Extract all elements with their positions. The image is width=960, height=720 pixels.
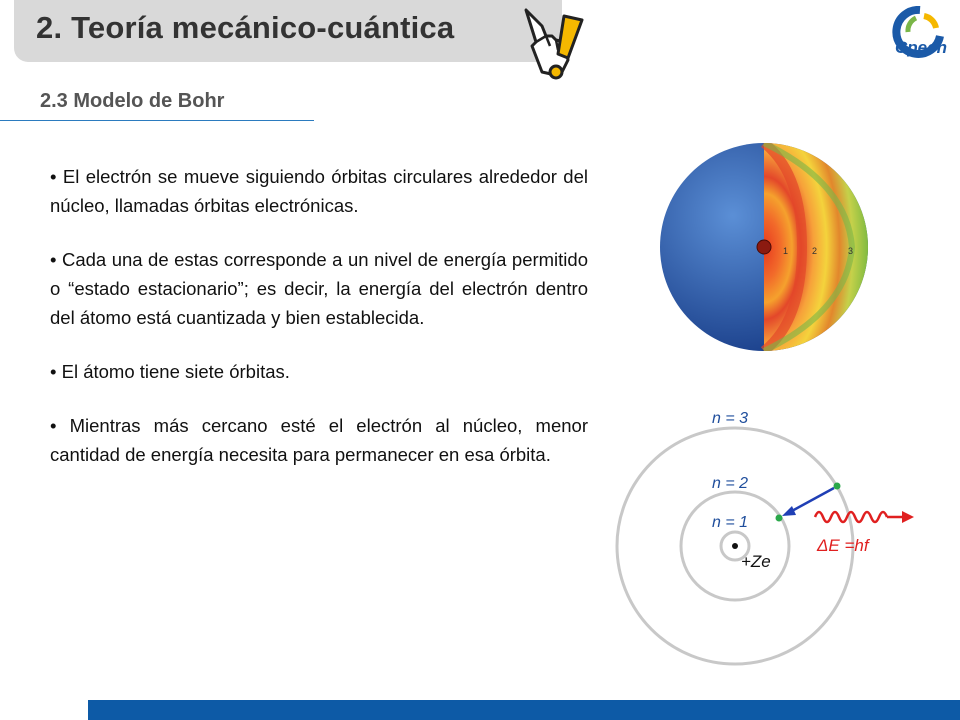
bullet-item: • Cada una de estas corresponde a un nivel de energía permitido o “estado estacionario”; es decir, la energía del electrón dentro del átomo está cuantizada y bien establecida. — [50, 249, 588, 328]
nucleus-charge-label: +Ze — [741, 552, 771, 571]
bullet-item: • El átomo tiene siete órbitas. — [50, 361, 290, 382]
energy-label: ΔE =hf — [817, 536, 869, 555]
electron-inner — [776, 515, 783, 522]
transition-arrowhead — [782, 506, 796, 516]
section-subtitle: 2.3 Modelo de Bohr — [40, 90, 225, 112]
page-title: 2. Teoría mecánico-cuántica — [36, 10, 455, 45]
shell-label: 1 — [783, 246, 789, 256]
orbit-label-n2: n = 2 — [712, 475, 749, 492]
footer-bar — [88, 700, 960, 720]
orbit-label-n1: n = 1 — [712, 514, 749, 531]
hand-pointer-exclamation-icon — [512, 2, 592, 86]
bullet-item: • El electrón se mueve siguiendo órbitas circulares alrededor del núcleo, llamadas órbitas electrónicas. — [50, 166, 588, 216]
orbit-label-n3: n = 3 — [712, 410, 749, 427]
shell-label: 3 — [848, 246, 854, 256]
bullet-list — [50, 162, 588, 494]
bohr-model-diagram — [610, 395, 930, 685]
electron-outer — [834, 483, 841, 490]
logo-text: Cpech — [895, 38, 947, 57]
shell-label: 2 — [812, 246, 818, 256]
atom-cutaway-illustration — [652, 133, 876, 355]
atom-nucleus — [757, 240, 771, 254]
subtitle-underline — [0, 120, 314, 121]
photon-arrowhead — [902, 511, 914, 523]
nucleus-dot — [732, 543, 738, 549]
transition-arrow — [790, 488, 834, 512]
bullet-item: • Mientras más cercano esté el electrón al núcleo, menor cantidad de energía necesita para permanecer en esa órbita. — [50, 415, 588, 465]
